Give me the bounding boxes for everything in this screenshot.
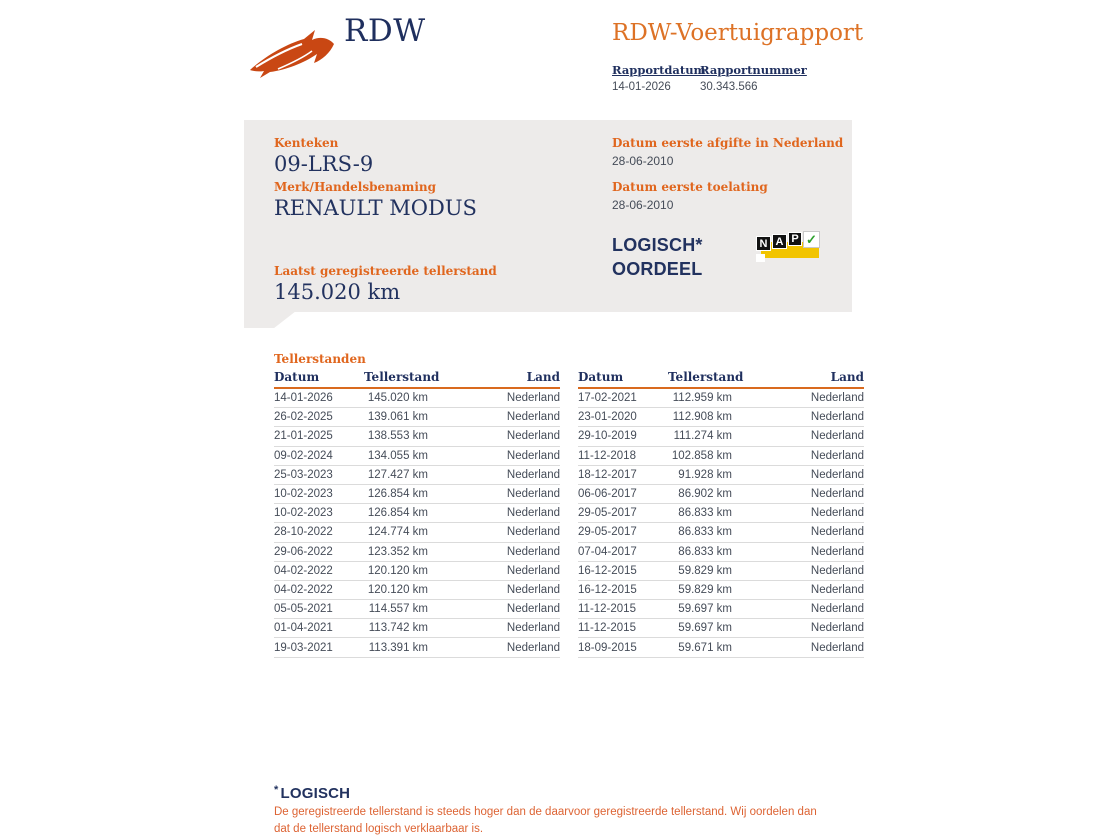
cell-land: Nederland — [506, 411, 560, 424]
cell-land: Nederland — [506, 449, 560, 462]
cell-datum: 05-05-2021 — [274, 603, 333, 616]
cell-datum: 04-02-2022 — [274, 583, 333, 596]
report-date-value: 14-01-2026 — [612, 81, 671, 93]
cell-datum: 29-05-2017 — [578, 526, 637, 539]
table-row — [274, 619, 560, 638]
cell-tellerstand: 138.553 km — [367, 430, 428, 443]
table-row — [578, 427, 864, 446]
eerste-toelating-label: Datum eerste toelating — [612, 180, 768, 194]
cell-tellerstand: 120.120 km — [367, 583, 428, 596]
cell-land: Nederland — [506, 583, 560, 596]
report-number — [700, 63, 807, 93]
cell-tellerstand: 111.274 km — [673, 430, 732, 443]
table-row — [578, 466, 864, 485]
cell-datum: 26-02-2025 — [274, 411, 333, 424]
report-title: RDW-Voertuigrapport — [612, 20, 864, 46]
cell-tellerstand: 145.020 km — [367, 392, 428, 405]
cell-land: Nederland — [810, 564, 864, 577]
cell-datum: 11-12-2015 — [578, 603, 636, 616]
cell-land: Nederland — [810, 641, 864, 654]
cell-datum: 29-10-2019 — [578, 430, 637, 443]
table-row — [274, 581, 560, 600]
cell-tellerstand: 59.697 km — [678, 603, 732, 616]
cell-land: Nederland — [810, 526, 864, 539]
cell-tellerstand: 123.352 km — [367, 545, 428, 558]
cell-tellerstand: 86.833 km — [678, 507, 732, 520]
table-row — [274, 600, 560, 619]
cell-datum: 28-10-2022 — [274, 526, 333, 539]
cell-datum: 21-01-2025 — [274, 430, 333, 443]
cell-land: Nederland — [506, 622, 560, 635]
cell-datum: 09-02-2024 — [274, 449, 333, 462]
cell-tellerstand: 126.854 km — [367, 488, 428, 501]
nap-letter-a: A — [772, 234, 787, 249]
cell-tellerstand: 86.833 km — [678, 526, 732, 539]
table-body-left — [274, 389, 560, 658]
column-header-land: Land — [830, 370, 864, 384]
cell-tellerstand: 59.829 km — [678, 564, 732, 577]
cell-land: Nederland — [506, 641, 560, 654]
table-row — [578, 408, 864, 427]
column-header-tellerstand: Tellerstand — [364, 370, 440, 384]
merk-value: RENAULT MODUS — [274, 196, 477, 220]
kenteken-field — [274, 136, 373, 176]
cell-datum: 14-01-2026 — [274, 392, 333, 405]
column-header-datum: Datum — [274, 370, 320, 384]
cell-datum: 06-06-2017 — [578, 488, 637, 501]
laatste-tellerstand-label: Laatst geregistreerde tellerstand — [274, 264, 497, 278]
laatste-tellerstand-value: 145.020 km — [274, 280, 401, 304]
table-row — [274, 543, 560, 562]
eerste-toelating-value: 28-06-2010 — [612, 198, 674, 212]
nap-letter-n: N — [756, 236, 771, 251]
cell-datum: 16-12-2015 — [578, 564, 637, 577]
cell-land: Nederland — [810, 583, 864, 596]
laatste-tellerstand-field — [274, 264, 497, 304]
kenteken-value: 09-LRS-9 — [274, 152, 374, 176]
table-row — [274, 408, 560, 427]
report-date — [612, 63, 706, 93]
cell-land: Nederland — [810, 411, 864, 424]
oordeel-line1: LOGISCH* — [612, 235, 703, 255]
column-header-tellerstand: Tellerstand — [668, 370, 744, 384]
cell-land: Nederland — [506, 392, 560, 405]
table-row — [578, 523, 864, 542]
cell-tellerstand: 86.833 km — [678, 545, 732, 558]
cell-datum: 10-02-2023 — [274, 488, 333, 501]
merk-label: Merk/Handelsbenaming — [274, 180, 437, 194]
eerste-toelating-field — [612, 180, 768, 212]
vehicle-summary-box — [244, 120, 852, 312]
rdw-logo-text: RDW — [344, 13, 426, 49]
cell-tellerstand: 127.427 km — [367, 468, 428, 481]
table-row — [578, 485, 864, 504]
table-row — [274, 638, 560, 657]
table-row — [274, 562, 560, 581]
report-number-label: Rapportnummer — [700, 63, 807, 77]
nap-letter-p: P — [788, 232, 802, 246]
footnote-title-text: LOGISCH — [280, 785, 351, 802]
eerste-afgifte-label: Datum eerste afgifte in Nederland — [612, 136, 844, 150]
cell-tellerstand: 112.959 km — [672, 392, 732, 405]
cell-land: Nederland — [810, 488, 864, 501]
kenteken-label: Kenteken — [274, 136, 339, 150]
nap-white-notch — [756, 254, 765, 262]
cell-tellerstand: 91.928 km — [678, 468, 732, 481]
rdw-swoosh-icon — [248, 26, 338, 80]
cell-tellerstand: 113.742 km — [368, 622, 428, 635]
nap-logo — [754, 230, 824, 262]
footnote-title — [274, 784, 350, 802]
cell-datum: 29-06-2022 — [274, 545, 333, 558]
cell-datum: 19-03-2021 — [274, 641, 333, 654]
cell-land: Nederland — [506, 430, 560, 443]
cell-land: Nederland — [506, 564, 560, 577]
table-row — [578, 543, 864, 562]
cell-datum: 18-12-2017 — [578, 468, 637, 481]
cell-datum: 23-01-2020 — [578, 411, 637, 424]
table-row — [274, 389, 560, 408]
cell-tellerstand: 139.061 km — [367, 411, 428, 424]
table-row — [274, 523, 560, 542]
cell-land: Nederland — [810, 430, 864, 443]
cell-tellerstand: 59.671 km — [678, 641, 732, 654]
cell-land: Nederland — [506, 545, 560, 558]
cell-datum: 16-12-2015 — [578, 583, 637, 596]
cell-land: Nederland — [810, 603, 864, 616]
cell-datum: 01-04-2021 — [274, 622, 333, 635]
footnote-text: De geregistreerde tellerstand is steeds hoger dan de daarvoor geregistreerde tellerstand. Wij oordelen dan dat de tellerstand logisch verklaarbaar is. — [274, 806, 817, 835]
cell-land: Nederland — [810, 392, 864, 405]
eerste-afgifte-field — [612, 136, 843, 168]
cell-tellerstand: 114.557 km — [368, 603, 428, 616]
table-header-row — [274, 370, 560, 389]
cell-land: Nederland — [810, 449, 864, 462]
cell-tellerstand: 126.854 km — [367, 507, 428, 520]
cell-datum: 17-02-2021 — [578, 392, 637, 405]
table-row — [578, 562, 864, 581]
cell-datum: 29-05-2017 — [578, 507, 637, 520]
cell-tellerstand: 120.120 km — [367, 564, 428, 577]
merk-field — [274, 180, 477, 220]
table-row — [578, 447, 864, 466]
summary-box-tail — [244, 311, 296, 328]
cell-land: Nederland — [506, 603, 560, 616]
table-header-row — [578, 370, 864, 389]
cell-tellerstand: 113.391 km — [368, 641, 428, 654]
table-row — [274, 504, 560, 523]
report-number-value: 30.343.566 — [700, 81, 758, 93]
tellerstanden-table-left — [274, 370, 560, 658]
cell-land: Nederland — [506, 488, 560, 501]
cell-datum: 07-04-2017 — [578, 545, 637, 558]
nap-checkmark-icon: ✓ — [803, 231, 820, 248]
cell-datum: 25-03-2023 — [274, 468, 333, 481]
cell-datum: 11-12-2018 — [578, 449, 636, 462]
cell-datum: 04-02-2022 — [274, 564, 333, 577]
cell-tellerstand: 102.858 km — [671, 449, 732, 462]
table-row — [578, 389, 864, 408]
cell-land: Nederland — [810, 545, 864, 558]
cell-land: Nederland — [506, 468, 560, 481]
cell-datum: 11-12-2015 — [578, 622, 636, 635]
cell-datum: 18-09-2015 — [578, 641, 637, 654]
report-date-label: Rapportdatum — [612, 63, 706, 77]
table-body-right — [578, 389, 864, 658]
cell-tellerstand: 86.902 km — [678, 488, 732, 501]
cell-land: Nederland — [506, 507, 560, 520]
table-row — [274, 447, 560, 466]
tellerstanden-section-title: Tellerstanden — [274, 352, 366, 366]
oordeel-line2: OORDEEL — [612, 259, 703, 279]
column-header-datum: Datum — [578, 370, 624, 384]
cell-land: Nederland — [810, 622, 864, 635]
column-header-land: Land — [526, 370, 560, 384]
cell-land: Nederland — [810, 468, 864, 481]
table-row — [274, 485, 560, 504]
table-row — [578, 581, 864, 600]
footnote-asterisk: * — [274, 784, 279, 796]
table-row — [578, 619, 864, 638]
cell-datum: 10-02-2023 — [274, 507, 333, 520]
table-row — [578, 600, 864, 619]
cell-tellerstand: 124.774 km — [367, 526, 428, 539]
eerste-afgifte-value: 28-06-2010 — [612, 154, 674, 168]
cell-tellerstand: 134.055 km — [367, 449, 428, 462]
cell-tellerstand: 59.697 km — [678, 622, 732, 635]
cell-tellerstand: 112.908 km — [672, 411, 732, 424]
tellerstanden-table-right — [578, 370, 864, 658]
cell-tellerstand: 59.829 km — [678, 583, 732, 596]
oordeel-verdict — [612, 233, 703, 281]
table-row — [578, 504, 864, 523]
cell-land: Nederland — [506, 526, 560, 539]
table-row — [578, 638, 864, 657]
table-row — [274, 466, 560, 485]
table-row — [274, 427, 560, 446]
cell-land: Nederland — [810, 507, 864, 520]
